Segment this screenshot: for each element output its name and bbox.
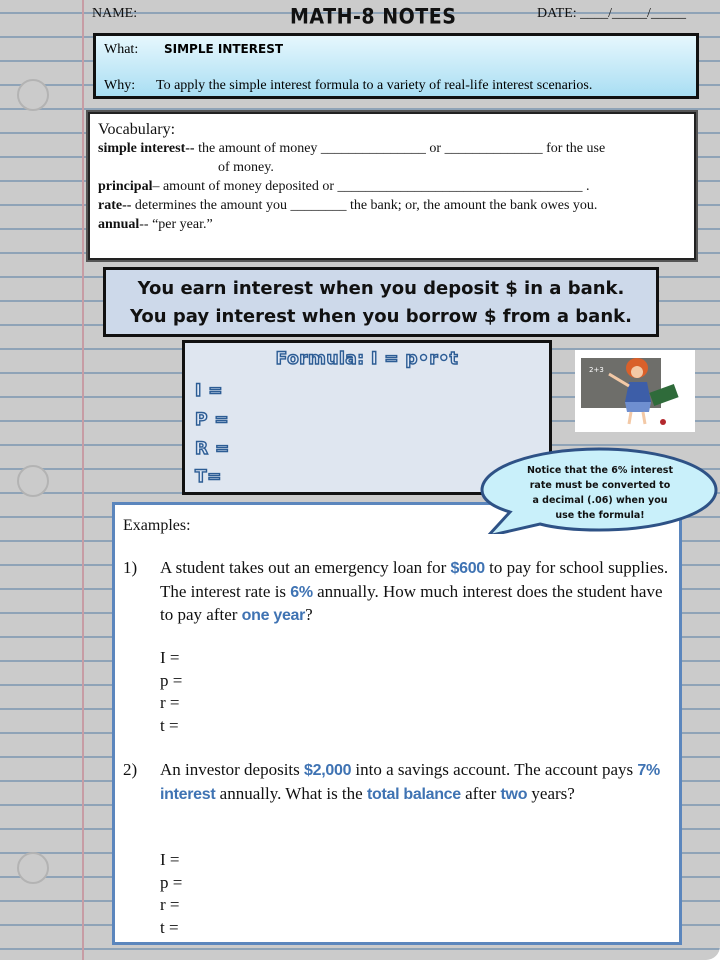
name-label: NAME: <box>92 6 138 21</box>
equation-i: I = <box>160 850 180 869</box>
vocab-term: annual <box>98 217 140 232</box>
teacher-cartoon-icon <box>575 350 695 432</box>
why-label: Why: <box>104 78 136 93</box>
highlight-time: one year <box>241 607 306 624</box>
vocab-item <box>98 139 686 158</box>
vocab-term: principal <box>98 179 153 194</box>
text: into a savings account. The account pays <box>351 760 638 779</box>
vocab-definition: determines the amount you ________ the bank; or, the amount the bank owes you. <box>131 198 598 213</box>
equation-r: r = <box>160 693 180 712</box>
binder-hole <box>17 79 49 111</box>
binder-hole <box>17 852 49 884</box>
text: An investor deposits <box>160 760 305 779</box>
what-label: What: <box>104 42 139 57</box>
vocab-term: rate-- <box>98 198 132 213</box>
highlight-rate: 7% interest <box>160 762 660 803</box>
what-value: SIMPLE INTEREST <box>164 42 284 56</box>
vocab-definition: the amount of money _______________ or ______________ for the use <box>194 141 606 156</box>
date-label: DATE: ____/_____/_____ <box>537 6 686 21</box>
highlight-balance: total balance <box>366 785 461 803</box>
highlight-rate: 6% <box>290 583 313 601</box>
vocab-item <box>98 177 686 196</box>
equation-list <box>160 647 182 737</box>
vocab-definition: -- “per year.” <box>139 217 213 232</box>
equation-p: p = <box>160 872 183 892</box>
formula-title: Formula: I = p•r•t <box>275 349 459 369</box>
formula-var-p: P = <box>195 410 230 430</box>
text: annually. What is the <box>215 783 367 803</box>
callout-text: Notice that the 6% interest rate must be converted to a decimal (.06) when you use the formula! <box>526 465 674 521</box>
page-title: MATH-8 NOTES <box>290 4 457 30</box>
equation-p: p = <box>160 670 183 690</box>
svg-text:2+3: 2+3 <box>589 366 604 374</box>
equation-t: t = <box>160 917 179 937</box>
vocab-definition: – amount of money deposited or ___________________________________ . <box>152 179 590 194</box>
banner-line: You pay interest when you borrow $ from a bank. <box>130 306 632 327</box>
equation-i: I = <box>160 648 180 667</box>
problem-number: 2) <box>123 760 138 779</box>
examples-title: Examples: <box>123 517 191 534</box>
text: A student takes out an emergency loan for <box>160 558 451 577</box>
binder-hole <box>17 465 49 497</box>
examples-box <box>112 502 682 945</box>
banner-line: You earn interest when you deposit $ in a bank. <box>137 278 625 299</box>
why-value: To apply the simple interest formula to a variety of real-life interest scenarios. <box>156 78 593 93</box>
highlight-time: two <box>500 785 528 803</box>
margin-line <box>82 0 84 960</box>
highlight-amount: $600 <box>450 560 485 577</box>
vocabulary-box <box>88 112 696 260</box>
formula-var-r: R = <box>195 439 230 459</box>
objective-box <box>93 33 699 99</box>
problem-number: 1) <box>123 558 138 577</box>
text: to pay for school supplies. The interest rate is <box>160 558 669 601</box>
problem-text <box>160 759 675 806</box>
vocab-term: simple interest-- <box>98 141 195 156</box>
vocab-item <box>98 196 686 215</box>
vocab-continuation: of money. <box>218 160 274 175</box>
formula-var-i: I = <box>195 381 223 401</box>
equation-t: t = <box>160 715 179 735</box>
vocab-item <box>98 215 686 234</box>
equation-r: r = <box>160 895 180 914</box>
equation-list <box>160 849 182 939</box>
text: ? <box>305 605 313 624</box>
vocabulary-title: Vocabulary: <box>98 121 176 138</box>
text: annually. How much interest does the student have to pay after <box>160 581 663 624</box>
highlight-amount: $2,000 <box>304 762 352 779</box>
interest-banner <box>103 267 659 337</box>
problem-text <box>160 557 675 628</box>
text: after <box>460 783 501 803</box>
text: years? <box>527 783 575 803</box>
formula-var-t: T= <box>195 467 222 487</box>
